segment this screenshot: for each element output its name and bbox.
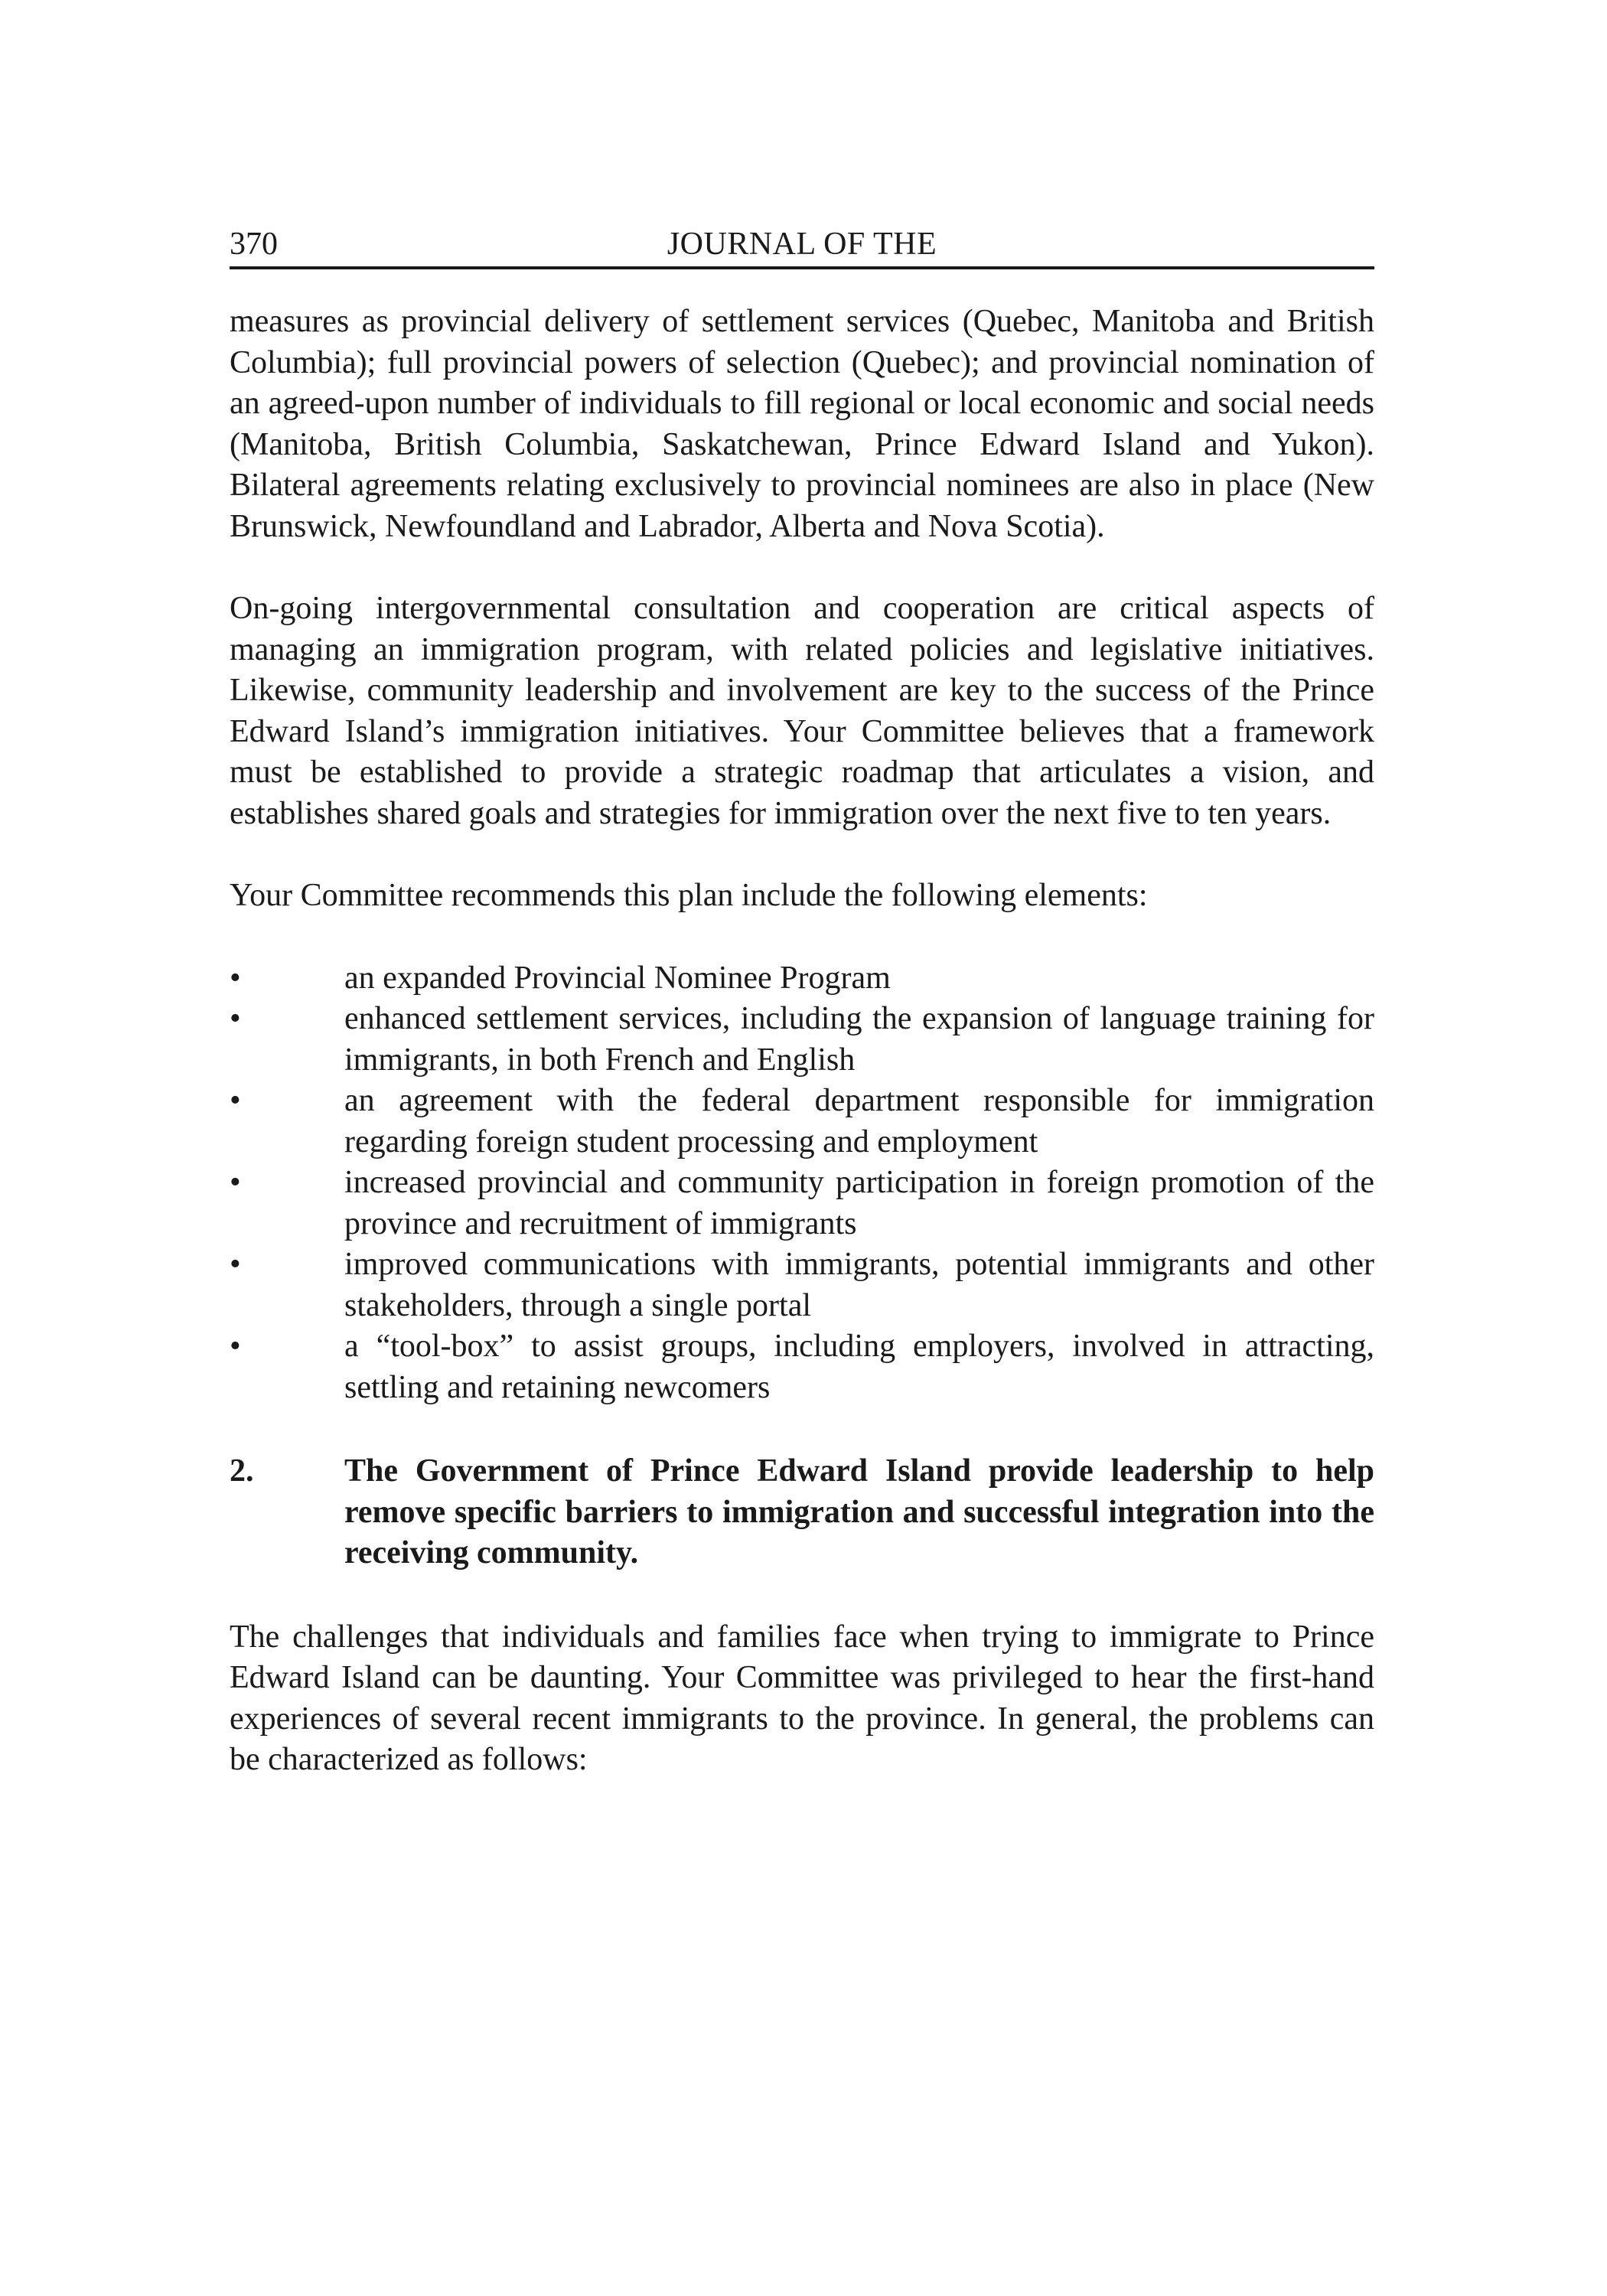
list-item (230, 1163, 1374, 1244)
list-item (230, 1244, 1374, 1326)
paragraph-provincial-measures: measures as provincial delivery of settlement services (Quebec, Manitoba and British Columbia); full provincial powers of selection (Quebec); and provincial nomination of an agreed-upon number of individuals to fill regional or local economic and social needs (Manitoba, British Columbia, Saskatchewan, Prince Edward Island and Yukon). Bilateral agreements relating exclusively to provincial nominees are also in place (New Brunswick, Newfoundland and Labrador, Alberta and Nova Scotia). (230, 304, 1374, 544)
bullet-icon: • (230, 1083, 241, 1118)
bullet-icon: • (230, 960, 241, 996)
body-text (230, 302, 1374, 1781)
recommendation-number: 2. (230, 1453, 254, 1489)
paragraph-immigration-challenges: The challenges that individuals and families face when trying to immigrate to Prince Edward Island can be daunting. Your Committee was privileged to hear the first-hand experiences of several recent immigrants to the province. In general, the problems can be characterized as follows: (230, 1619, 1374, 1777)
list-item-text: improved communications with immigrants, potential immigrants and other stakeholders, through a single portal (344, 1247, 1374, 1323)
recommendation-heading (230, 1451, 1374, 1574)
paragraph-plan-elements-intro: Your Committee recommends this plan include the following elements: (230, 878, 1148, 913)
paragraph-intergovernmental-consultation: On-going intergovernmental consultation and cooperation are critical aspects of managing an immigration program, with related policies and legislative initiatives. Likewise, community leadership and involvement are key to the success of the Prince Edward Island’s immigration initiatives. Your Committee believes that a framework must be established to provide a strategic roadmap that articulates a vision, and establishes shared goals and strategies for immigration over the next five to ten years. (230, 591, 1374, 831)
bullet-icon: • (230, 1329, 241, 1364)
page-header (230, 222, 1374, 269)
document-page (230, 222, 1374, 1822)
list-item (230, 999, 1374, 1081)
bullet-icon: • (230, 1001, 241, 1036)
recommendation-text: The Government of Prince Edward Island provide leadership to help remove specific barriers to immigration and successful integration into the receiving community. (344, 1453, 1374, 1570)
list-item-text: increased provincial and community participation in foreign promotion of the province and recruitment of immigrants (344, 1165, 1374, 1241)
list-item (230, 958, 1374, 1000)
page-number: 370 (230, 227, 278, 262)
list-item-text: an agreement with the federal department responsible for immigration regarding foreign student processing and employment (344, 1083, 1374, 1159)
list-item-text: enhanced settlement services, including the expansion of language training for immigrants, in both French and English (344, 1001, 1374, 1078)
bullet-icon: • (230, 1165, 241, 1200)
list-item (230, 1326, 1374, 1408)
list-item (230, 1081, 1374, 1163)
running-head: JOURNAL OF THE (667, 227, 937, 262)
list-item-text: a “tool-box” to assist groups, including employers, involved in attracting, settling and retaining newcomers (344, 1329, 1374, 1405)
plan-elements-list (230, 958, 1374, 1409)
bullet-icon: • (230, 1247, 241, 1282)
list-item-text: an expanded Provincial Nominee Program (344, 960, 891, 996)
